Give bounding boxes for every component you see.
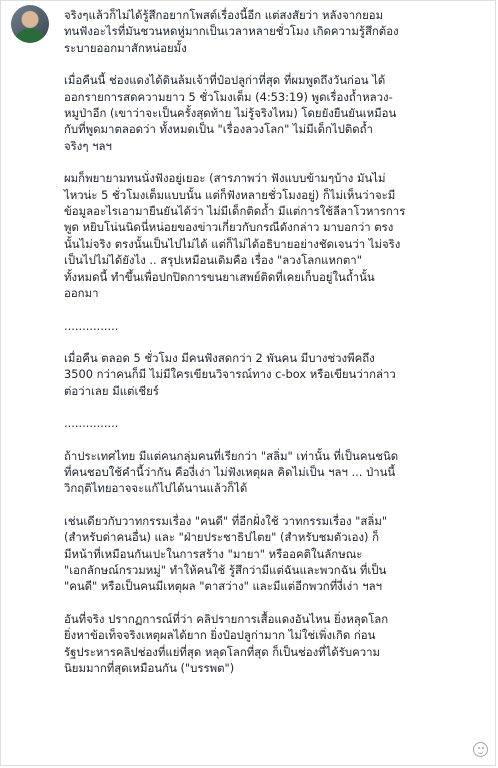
paragraph-2: เมื่อคืนนี้ ช่องแดงได้ดินล้มเจ้าที่ป๋อปลูก่าที่สุด ที่ผมพูดถึงวันก่อน ได้ ออกรายการสดความยาว 5 ชั่วโมงเต็ม (4:53:19) พูดเรื่องถ้ำหลวง- หมูป่าอีก (เขาว่าจะเป็นครั้งสุดท้าย ไม่รู้จริงไหม) โดยยังยืนยันเหมือน กับที่พูดมาตลอดว่า ทั้งหมดเป็น "เรื่องลวงโลก" ไม่มีเด็กไปติดถ้ำ จริงๆ ฯลฯ — [64, 73, 397, 153]
separator-2: ............... — [64, 416, 119, 431]
smiley-icon[interactable] — [473, 742, 488, 757]
paragraph-7: อันที่จริง ปรากฏการณ์ที่ว่า คลิปรายการเสื้อแดงอันไหน ยิ่งหลุดโลก ยิ่งหาข้อเท็จจริงเหตุผลได้ยาก ยิ่งป๋อปลูก่ามาก ไม่ใช่เพิ่งเกิด ก่อน รัฐประหารคลิปช่องที่แย่ที่สุด หลุดโลกที่สุด ก็เป็นช่องที่ได้รับความ นิยมมากที่สุดเหมือนกัน ("บรรพต") — [64, 611, 389, 675]
post-body — [64, 7, 479, 692]
paragraph-6: เช่นเดียวกับวาทกรรมเรื่อง "คนดี" ที่อีกฝั่งใช้ วาทกรรมเรื่อง "สลิ่ม" (สำหรับด่าคนอื่น) และ "ฝ่ายประชาธิปไตย" (สำหรับชมตัวเอง) ก็ มีหน้าที่เหมือนกันเปะในการสร้าง "มายา" หรืออคติในลักษณะ "เอกลักษณ์กรวมหมู่" ทำให้คนใช้ รู้สึกว่ามีแต่ฉันและพวกฉัน ที่เป็น "คนดี" หรือเป็นคนมีเหตุผล "ตาสว่าง" และมีแต่อีกพวกที่งี่เง่า ฯลฯ — [64, 513, 388, 594]
paragraph-3: ผมก็พยายามทนนั่งฟังอยู่เยอะ (สารภาพว่า ฟังแบบข้ามๆบ้าง มันไม่ ไหวน่ะ 5 ชั่วโมงเต็มแบบนั้น แต่ก็ฟังหลายชั่วโมงอยู่) ก็ไม่เห็นว่าจะมี ข้อมูลอะไรเอามายืนยันได้ว่า ไม่มีเด็กติดถ้ำ มีแต่การใช้ลีลาโวหารการ พูด หยิบโน่นนิดนี่หน่อยของข่าวเกี่ยวกับกรณีดังกล่าว มาบอกว่า ตรง นั้นไม่จริง ตรงนั้นเป็นไปไม่ได้ แต่ก็ไม่ได้อธิบายอย่างชัดเจนว่า ไม่จริง เป็นไปไม่ได้ยังไง .. สรุปเหมือนเดิมคือ เรื่อง "ลวงโลกแหกตา" ทั้งหมดนี้ ทำขึ้นเพื่อปกปิดการขนยาเสพย์ติดที่เคยเก็บอยู่ในถ้ำนั้น ออกมา — [64, 171, 406, 301]
paragraph-1: จริงๆแล้วก็ไม่ได้รู้สึกอยากโพสต์เรื่องนี้อีก แต่สงสัยว่า หลังจากยอม ทนฟังอะไรที่มันชวนหดหู่มากเป็นเวลาหลายชั่วโมง เกิดความรู้สึกต้อง ระบายออกมาสักหน่อยมั้ง — [64, 8, 399, 55]
separator-1: ............... — [64, 318, 119, 333]
paragraph-4: เมื่อคืน ตลอด 5 ชั่วโมง มีคนฟังสดกว่า 2 พันคน มีบางช่วงพีคถึง 3500 กว่าคนก็มี ไม่มีใครเขียนวิจารณ์ทาง c-box หรือเขียนว่ากล่าว ต่อว่าเลย มีแต่เชียร์ — [64, 350, 396, 398]
paragraph-5: ถ้าประเทศไทย มีแต่คนกลุ่มคนที่เรียกว่า "สลิ่ม" เท่านั้น ที่เป็นคนชนิด ที่คนชอบใช้คำนี้ว่ากัน คืองี่เง่า ไม่ฟังเหตุผล คิดไม่เป็น ฯลฯ ... ป่านนี้ วิกฤติไทยอาจจะแก้ไปได้นานแล้วก็ได้ — [64, 448, 399, 496]
avatar[interactable] — [11, 5, 49, 43]
smiley-mouth — [478, 750, 483, 754]
